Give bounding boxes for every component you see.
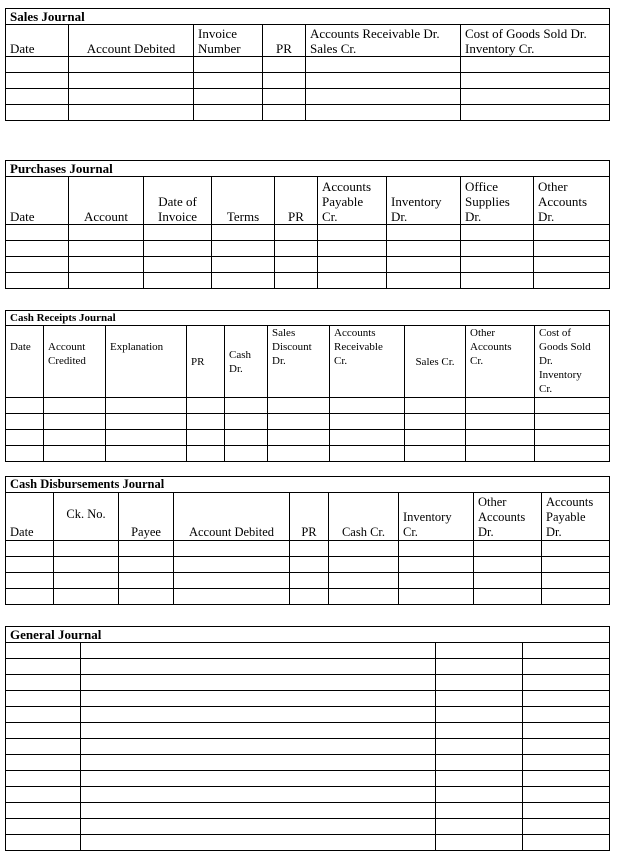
entry-cell[interactable] <box>535 414 610 430</box>
entry-cell[interactable] <box>523 659 610 675</box>
entry-cell[interactable] <box>461 57 610 73</box>
column-header: Inventory Cr. <box>399 493 474 541</box>
column-header: Date <box>6 25 69 57</box>
entry-cell[interactable] <box>399 557 474 573</box>
entry-cell[interactable] <box>405 446 466 462</box>
column-header: Sales Discount Dr. <box>268 326 330 398</box>
entry-cell[interactable] <box>306 105 461 121</box>
entry-cell[interactable] <box>268 414 330 430</box>
column-header: Ck. No. <box>54 493 119 541</box>
column-header: Account Debited <box>174 493 290 541</box>
entry-cell[interactable] <box>212 273 275 289</box>
entry-cell[interactable] <box>144 241 212 257</box>
entry-cell[interactable] <box>174 589 290 605</box>
entry-cell[interactable] <box>6 675 81 691</box>
entry-cell[interactable] <box>542 589 610 605</box>
entry-cell[interactable] <box>6 643 81 659</box>
cash-receipts-journal-title: Cash Receipts Journal <box>6 311 610 326</box>
entry-cell[interactable] <box>69 257 144 273</box>
entry-cell[interactable] <box>81 691 436 707</box>
entry-cell[interactable] <box>405 414 466 430</box>
entry-cell[interactable] <box>44 398 106 414</box>
table-row <box>6 573 610 589</box>
entry-cell[interactable] <box>387 241 461 257</box>
table-row <box>6 89 610 105</box>
entry-cell[interactable] <box>69 225 144 241</box>
entry-cell[interactable] <box>6 835 81 851</box>
table-row <box>6 691 610 707</box>
entry-cell[interactable] <box>268 430 330 446</box>
entry-cell[interactable] <box>54 589 119 605</box>
entry-cell[interactable] <box>523 739 610 755</box>
entry-cell[interactable] <box>535 430 610 446</box>
entry-cell[interactable] <box>542 541 610 557</box>
entry-cell[interactable] <box>399 541 474 557</box>
entry-cell[interactable] <box>44 446 106 462</box>
entry-cell[interactable] <box>399 573 474 589</box>
column-header: Office Supplies Dr. <box>461 177 534 225</box>
column-header: Date <box>6 326 44 398</box>
entry-cell[interactable] <box>6 105 69 121</box>
entry-cell[interactable] <box>474 573 542 589</box>
column-header: Cost of Goods Sold Dr. Inventory Cr. <box>461 25 610 57</box>
cash-disbursements-journal-table <box>5 476 610 605</box>
entry-cell[interactable] <box>194 105 263 121</box>
entry-cell[interactable] <box>6 57 69 73</box>
entry-cell[interactable] <box>6 589 54 605</box>
entry-cell[interactable] <box>535 398 610 414</box>
entry-cell[interactable] <box>106 414 187 430</box>
column-header: Account Debited <box>69 25 194 57</box>
entry-cell[interactable] <box>69 241 144 257</box>
entry-cell[interactable] <box>436 723 523 739</box>
column-header: Accounts Receivable Cr. <box>330 326 405 398</box>
entry-cell[interactable] <box>44 430 106 446</box>
entry-cell[interactable] <box>54 573 119 589</box>
entry-cell[interactable] <box>144 273 212 289</box>
table-row <box>6 771 610 787</box>
entry-cell[interactable] <box>275 257 318 273</box>
table-row <box>6 835 610 851</box>
entry-cell[interactable] <box>290 589 329 605</box>
table-row <box>6 430 610 446</box>
table-row <box>6 675 610 691</box>
entry-cell[interactable] <box>535 446 610 462</box>
entry-cell[interactable] <box>144 257 212 273</box>
column-header: Cash Dr. <box>225 326 268 398</box>
entry-cell[interactable] <box>69 89 194 105</box>
column-header: Date of Invoice <box>144 177 212 225</box>
table-row <box>6 398 610 414</box>
column-header: Accounts Receivable Dr. Sales Cr. <box>306 25 461 57</box>
entry-cell[interactable] <box>474 541 542 557</box>
entry-cell[interactable] <box>329 557 399 573</box>
entry-cell[interactable] <box>461 257 534 273</box>
column-header: Other Accounts Dr. <box>534 177 610 225</box>
entry-cell[interactable] <box>436 707 523 723</box>
table-row <box>6 257 610 273</box>
entry-cell[interactable] <box>275 225 318 241</box>
column-header: Accounts Payable Cr. <box>318 177 387 225</box>
entry-cell[interactable] <box>474 589 542 605</box>
entry-cell[interactable] <box>436 771 523 787</box>
entry-cell[interactable] <box>81 771 436 787</box>
entry-cell[interactable] <box>187 414 225 430</box>
entry-cell[interactable] <box>6 755 81 771</box>
entry-cell[interactable] <box>69 57 194 73</box>
entry-cell[interactable] <box>275 241 318 257</box>
cash-disbursements-journal-title: Cash Disbursements Journal <box>6 477 610 493</box>
entry-cell[interactable] <box>330 430 405 446</box>
entry-cell[interactable] <box>106 430 187 446</box>
entry-cell[interactable] <box>6 541 54 557</box>
entry-cell[interactable] <box>212 241 275 257</box>
entry-cell[interactable] <box>6 723 81 739</box>
entry-cell[interactable] <box>44 414 106 430</box>
entry-cell[interactable] <box>268 446 330 462</box>
entry-cell[interactable] <box>54 557 119 573</box>
entry-cell[interactable] <box>330 446 405 462</box>
entry-cell[interactable] <box>330 414 405 430</box>
entry-cell[interactable] <box>194 89 263 105</box>
column-header: Cash Cr. <box>329 493 399 541</box>
entry-cell[interactable] <box>387 273 461 289</box>
entry-cell[interactable] <box>6 787 81 803</box>
column-header: PR <box>290 493 329 541</box>
table-row <box>6 723 610 739</box>
entry-cell[interactable] <box>290 573 329 589</box>
entry-cell[interactable] <box>329 589 399 605</box>
entry-cell[interactable] <box>436 835 523 851</box>
entry-cell[interactable] <box>263 73 306 89</box>
table-row <box>6 739 610 755</box>
entry-cell[interactable] <box>81 723 436 739</box>
entry-cell[interactable] <box>436 675 523 691</box>
column-header: Other Accounts Dr. <box>474 493 542 541</box>
column-header: Sales Cr. <box>405 326 466 398</box>
table-row <box>6 819 610 835</box>
entry-cell[interactable] <box>523 771 610 787</box>
table-row <box>6 241 610 257</box>
entry-cell[interactable] <box>6 225 69 241</box>
entry-cell[interactable] <box>6 557 54 573</box>
entry-cell[interactable] <box>225 414 268 430</box>
column-header: Date <box>6 493 54 541</box>
cash-receipts-journal-rows <box>6 398 610 462</box>
column-header: Account <box>69 177 144 225</box>
entry-cell[interactable] <box>81 755 436 771</box>
entry-cell[interactable] <box>225 446 268 462</box>
entry-cell[interactable] <box>461 73 610 89</box>
entry-cell[interactable] <box>194 73 263 89</box>
table-row <box>6 803 610 819</box>
entry-cell[interactable] <box>534 257 610 273</box>
column-header: PR <box>263 25 306 57</box>
entry-cell[interactable] <box>212 225 275 241</box>
general-journal-rows <box>6 643 610 851</box>
entry-cell[interactable] <box>318 273 387 289</box>
column-header: Explanation <box>106 326 187 398</box>
entry-cell[interactable] <box>174 573 290 589</box>
purchases-journal-title: Purchases Journal <box>6 161 610 177</box>
entry-cell[interactable] <box>534 241 610 257</box>
column-header: Cost of Goods Sold Dr. Inventory Cr. <box>535 326 610 398</box>
entry-cell[interactable] <box>212 257 275 273</box>
entry-cell[interactable] <box>523 707 610 723</box>
entry-cell[interactable] <box>466 430 535 446</box>
column-header: Other Accounts Cr. <box>466 326 535 398</box>
entry-cell[interactable] <box>405 430 466 446</box>
cash-receipts-journal-table <box>5 310 610 462</box>
entry-cell[interactable] <box>523 643 610 659</box>
entry-cell[interactable] <box>523 819 610 835</box>
table-row <box>6 105 610 121</box>
entry-cell[interactable] <box>436 643 523 659</box>
entry-cell[interactable] <box>275 273 318 289</box>
entry-cell[interactable] <box>225 398 268 414</box>
entry-cell[interactable] <box>466 398 535 414</box>
column-header: Invoice Number <box>194 25 263 57</box>
table-row <box>6 57 610 73</box>
entry-cell[interactable] <box>6 414 44 430</box>
entry-cell[interactable] <box>318 225 387 241</box>
entry-cell[interactable] <box>69 273 144 289</box>
column-header: Date <box>6 177 69 225</box>
column-header: PR <box>275 177 318 225</box>
cash-disbursements-journal-rows <box>6 541 610 605</box>
table-row <box>6 659 610 675</box>
sales-journal-table <box>5 8 610 121</box>
entry-cell[interactable] <box>6 803 81 819</box>
entry-cell[interactable] <box>523 835 610 851</box>
entry-cell[interactable] <box>119 541 174 557</box>
entry-cell[interactable] <box>399 589 474 605</box>
entry-cell[interactable] <box>436 787 523 803</box>
entry-cell[interactable] <box>81 803 436 819</box>
entry-cell[interactable] <box>387 257 461 273</box>
entry-cell[interactable] <box>6 691 81 707</box>
entry-cell[interactable] <box>6 273 69 289</box>
entry-cell[interactable] <box>523 787 610 803</box>
entry-cell[interactable] <box>461 89 610 105</box>
entry-cell[interactable] <box>436 803 523 819</box>
entry-cell[interactable] <box>542 573 610 589</box>
column-header: PR <box>187 326 225 398</box>
table-row <box>6 73 610 89</box>
entry-cell[interactable] <box>81 835 436 851</box>
entry-cell[interactable] <box>461 241 534 257</box>
entry-cell[interactable] <box>263 105 306 121</box>
entry-cell[interactable] <box>534 225 610 241</box>
table-row <box>6 755 610 771</box>
entry-cell[interactable] <box>330 398 405 414</box>
entry-cell[interactable] <box>119 557 174 573</box>
column-header: Account Credited <box>44 326 106 398</box>
entry-cell[interactable] <box>187 398 225 414</box>
entry-cell[interactable] <box>306 73 461 89</box>
entry-cell[interactable] <box>461 225 534 241</box>
table-row <box>6 787 610 803</box>
entry-cell[interactable] <box>187 446 225 462</box>
entry-cell[interactable] <box>542 557 610 573</box>
entry-cell[interactable] <box>474 557 542 573</box>
entry-cell[interactable] <box>306 89 461 105</box>
purchases-journal-table <box>5 160 610 289</box>
entry-cell[interactable] <box>329 573 399 589</box>
entry-cell[interactable] <box>436 691 523 707</box>
entry-cell[interactable] <box>6 739 81 755</box>
sales-journal-rows <box>6 57 610 121</box>
entry-cell[interactable] <box>290 541 329 557</box>
entry-cell[interactable] <box>81 819 436 835</box>
entry-cell[interactable] <box>174 557 290 573</box>
entry-cell[interactable] <box>6 430 44 446</box>
table-row <box>6 589 610 605</box>
entry-cell[interactable] <box>119 573 174 589</box>
entry-cell[interactable] <box>81 659 436 675</box>
table-row <box>6 643 610 659</box>
entry-cell[interactable] <box>81 675 436 691</box>
entry-cell[interactable] <box>81 739 436 755</box>
entry-cell[interactable] <box>6 398 44 414</box>
table-row <box>6 273 610 289</box>
entry-cell[interactable] <box>6 707 81 723</box>
entry-cell[interactable] <box>268 398 330 414</box>
entry-cell[interactable] <box>6 659 81 675</box>
entry-cell[interactable] <box>6 89 69 105</box>
entry-cell[interactable] <box>81 707 436 723</box>
table-row <box>6 446 610 462</box>
column-header: Terms <box>212 177 275 225</box>
entry-cell[interactable] <box>6 771 81 787</box>
entry-cell[interactable] <box>523 755 610 771</box>
entry-cell[interactable] <box>6 446 44 462</box>
entry-cell[interactable] <box>187 430 225 446</box>
entry-cell[interactable] <box>81 643 436 659</box>
entry-cell[interactable] <box>523 803 610 819</box>
entry-cell[interactable] <box>6 241 69 257</box>
entry-cell[interactable] <box>318 257 387 273</box>
entry-cell[interactable] <box>523 675 610 691</box>
entry-cell[interactable] <box>6 819 81 835</box>
entry-cell[interactable] <box>225 430 268 446</box>
table-row <box>6 707 610 723</box>
entry-cell[interactable] <box>436 819 523 835</box>
sales-journal-title: Sales Journal <box>6 9 610 25</box>
entry-cell[interactable] <box>534 273 610 289</box>
table-row <box>6 541 610 557</box>
entry-cell[interactable] <box>318 241 387 257</box>
table-row <box>6 414 610 430</box>
purchases-journal-rows <box>6 225 610 289</box>
entry-cell[interactable] <box>436 659 523 675</box>
entry-cell[interactable] <box>106 398 187 414</box>
entry-cell[interactable] <box>306 57 461 73</box>
entry-cell[interactable] <box>69 73 194 89</box>
entry-cell[interactable] <box>106 446 187 462</box>
entry-cell[interactable] <box>461 105 610 121</box>
entry-cell[interactable] <box>263 89 306 105</box>
entry-cell[interactable] <box>387 225 461 241</box>
entry-cell[interactable] <box>290 557 329 573</box>
entry-cell[interactable] <box>405 398 466 414</box>
general-journal-table <box>5 626 610 851</box>
entry-cell[interactable] <box>263 57 306 73</box>
entry-cell[interactable] <box>69 105 194 121</box>
entry-cell[interactable] <box>81 787 436 803</box>
entry-cell[interactable] <box>466 414 535 430</box>
entry-cell[interactable] <box>6 573 54 589</box>
column-header: Inventory Dr. <box>387 177 461 225</box>
entry-cell[interactable] <box>523 723 610 739</box>
table-row <box>6 557 610 573</box>
entry-cell[interactable] <box>174 541 290 557</box>
entry-cell[interactable] <box>6 73 69 89</box>
entry-cell[interactable] <box>329 541 399 557</box>
entry-cell[interactable] <box>144 225 212 241</box>
entry-cell[interactable] <box>194 57 263 73</box>
entry-cell[interactable] <box>466 446 535 462</box>
entry-cell[interactable] <box>436 755 523 771</box>
general-journal-title: General Journal <box>6 627 610 643</box>
entry-cell[interactable] <box>119 589 174 605</box>
entry-cell[interactable] <box>6 257 69 273</box>
entry-cell[interactable] <box>54 541 119 557</box>
entry-cell[interactable] <box>461 273 534 289</box>
entry-cell[interactable] <box>523 691 610 707</box>
table-row <box>6 225 610 241</box>
column-header: Accounts Payable Dr. <box>542 493 610 541</box>
entry-cell[interactable] <box>436 739 523 755</box>
column-header: Payee <box>119 493 174 541</box>
